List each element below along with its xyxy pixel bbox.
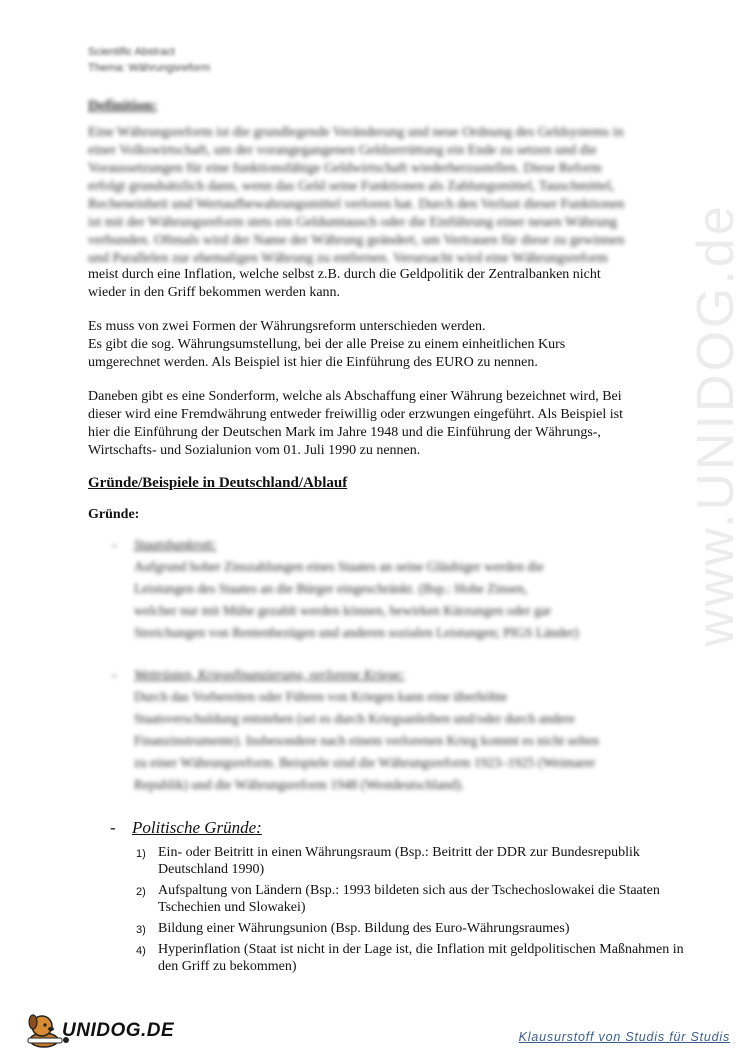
text-line: und Parallelen zur ehemaligen Währung zu entfernen. Verursacht wird eine Währungsreform: [88, 251, 608, 266]
blurred-list-item: [112, 664, 672, 796]
text-line: Wirtschafts- und Sozialunion vom 01. Juli 1990 zu nennen.: [88, 443, 421, 458]
list-item: [136, 844, 696, 878]
text-line: Republik) und die Währungsreform 1948 (Westdeutschland).: [134, 777, 465, 792]
text-line: Daneben gibt es eine Sonderform, welche als Abschaffung einer Währung bezeichnet wird, Bei: [88, 389, 622, 404]
list-dash: -: [110, 818, 116, 837]
text-line: verbunden. Oftmals wird der Name der Währung geändert, um Vertrauen für diese zu gewinnen: [88, 233, 625, 248]
list-dash: -: [112, 667, 117, 682]
political-reasons-list: [136, 844, 696, 979]
text-line: Voraussetzungen für eine funktionsfähige Geldwirtschaft wiederherzustellen. Diese Reform: [88, 161, 602, 176]
text-line: ist mit der Währungsreform stets ein Geldumtausch oder die Einführung einer neuen Währung: [88, 215, 617, 230]
blurred-list-item: [112, 534, 672, 644]
list-item-text: Aufspaltung von Ländern (Bsp.: 1993 bildeten sich aus der Tschechoslowakei die Staaten Tschechien und Slowakei): [158, 883, 660, 915]
text-line: zu einer Währungsreform. Beispiele sind die Währungsreform 1923–1925 (Weimarer: [134, 755, 596, 770]
political-reasons-heading: [110, 818, 262, 838]
list-item-text: Bildung einer Währungsunion (Bsp. Bildung des Euro-Währungsraumes): [158, 921, 570, 936]
text-line: einer Volkswirtschaft, um der vorangegangenen Geldzerrüttung ein Ende zu setzen und die: [88, 143, 597, 158]
unidog-logo-text: UNIDOG.DE: [62, 1020, 175, 1041]
definition-visible-text: [88, 266, 680, 302]
text-line: erfolgt grundsätzlich dann, wenn das Geld seine Funktionen als Zahlungsmittel, Tauschmittel,: [88, 179, 615, 194]
special-form-paragraph: [88, 388, 680, 460]
list-item-heading: Wettrüsten, Kriegsfinanzierung, verlorene Kriege:: [134, 667, 405, 682]
header-line-1: Scientific Abstract: [88, 46, 175, 58]
list-number: 3): [136, 924, 146, 936]
header-line-2: Thema: Währungsreform: [88, 62, 211, 74]
list-number: 4): [136, 945, 146, 957]
text-line: Es gibt die sog. Währungsumstellung, bei der alle Preise zu einem einheitlichen Kurs: [88, 337, 566, 352]
watermark: www.UNIDOG.de: [687, 203, 745, 647]
list-item-text: Ein- oder Beitritt in einen Währungsraum (Bsp.: Beitritt der DDR zur Bundesrepublik Deutschland 1990): [158, 845, 640, 877]
section-title: Gründe/Beispiele in Deutschland/Ablauf: [88, 475, 348, 491]
list-item: [136, 920, 696, 937]
text-line: Staatsverschuldung entstehen (sei es durch Kriegsanleihen und/oder durch andere: [134, 711, 575, 726]
reasons-label: Gründe:: [88, 507, 140, 522]
text-line: welcher nur mit Mühe gezahlt werden können, bewirken Kürzungen oder gar: [134, 603, 552, 618]
list-item: [136, 941, 696, 975]
text-line: Durch das Vorbereiten oder Führen von Kriegen kann eine überhöhte: [134, 689, 508, 704]
document-header: [88, 44, 210, 76]
definition-title: Definition:: [88, 98, 158, 114]
text-line: meist durch eine Inflation, welche selbst z.B. durch die Geldpolitik der Zentralbanken nicht: [88, 267, 601, 282]
text-line: Recheneinheit und Wertaufbewahrungsmittel verloren hat. Durch den Verlust dieser Funktionen: [88, 197, 625, 212]
list-number: 2): [136, 886, 146, 898]
text-line: Finanzinstrumente). Insbesondere nach einem verlorenen Krieg kommt es nicht selten: [134, 733, 599, 748]
list-item-heading: Staatsbankrott:: [134, 537, 217, 552]
forms-paragraph: [88, 318, 680, 372]
text-line: umgerechnet werden. Als Beispiel ist hier die Einführung des EURO zu nennen.: [88, 355, 538, 370]
text-line: dieser wird eine Fremdwährung entweder freiwillig oder erzwungen eingeführt. Als Beispiel ist: [88, 407, 623, 422]
list-dash: -: [112, 537, 117, 552]
list-item-text: Hyperinflation (Staat ist nicht in der Lage ist, die Inflation mit geldpolitischen Maßnahmen in den Griff zu bekommen): [158, 942, 684, 974]
text-line: Aufgrund hoher Zinszahlungen eines Staates an seine Gläubiger werden die: [134, 559, 544, 574]
text-line: Streichungen von Rentenbezügen und anderen sozialen Leistungen; PIGS Länder): [134, 625, 579, 640]
list-item: [136, 882, 696, 916]
list-number: 1): [136, 848, 146, 860]
text-line: Leistungen des Staates an die Bürger eingeschränkt. (Bsp.: Hohe Zinsen,: [134, 581, 528, 596]
text-line: Eine Währungsreform ist die grundlegende Veränderung und neue Ordnung des Geldsystems in: [88, 125, 624, 140]
text-line: Es muss von zwei Formen der Währungsreform unterschieden werden.: [88, 319, 486, 334]
political-reasons-title: Politische Gründe:: [132, 818, 262, 837]
definition-blurred-text: [88, 124, 680, 268]
text-line: wieder in den Griff bekommen werden kann.: [88, 285, 341, 300]
footer-tagline-link[interactable]: Klausurstoff von Studis für Studis: [518, 1030, 730, 1044]
text-line: hier die Einführung der Deutschen Mark im Jahre 1948 und die Einführung der Währungs-,: [88, 425, 601, 440]
